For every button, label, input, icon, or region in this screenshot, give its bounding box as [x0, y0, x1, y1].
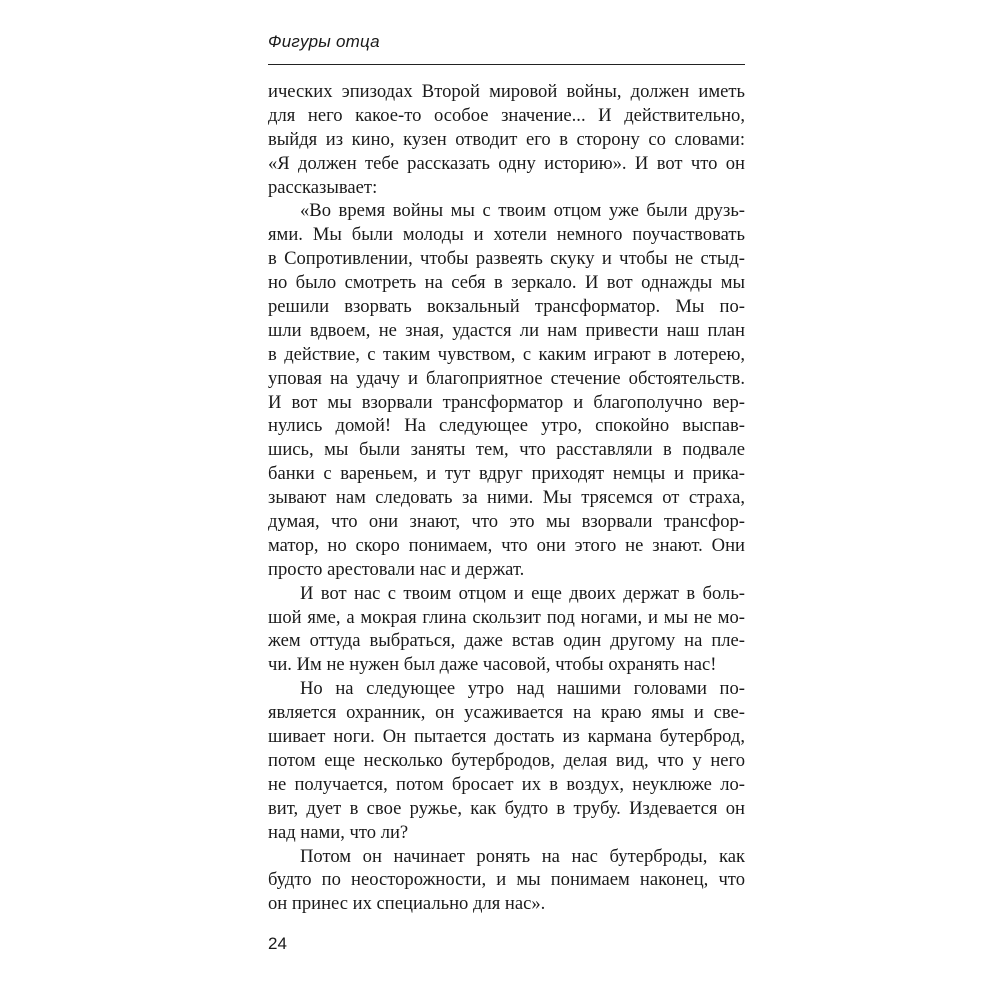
text-line: «Я должен тебе рассказать одну историю». И вот что он: [268, 152, 745, 174]
text-line: но было смотреть на себя в зеркало. И вот однажды мы: [268, 272, 745, 294]
text-line: он принес их специально для нас».: [268, 893, 546, 915]
text-line: матор, но скоро понимаем, что они этого не знают. Они: [268, 534, 745, 556]
text-line: для него какое-то особое значение... И действительно,: [268, 104, 745, 126]
body-text: [268, 80, 745, 916]
text-line: в действие, с таким чувством, с каким играют в лотерею,: [268, 343, 745, 365]
text-line: думая, что они знают, что это мы взорвали трансфор-: [268, 511, 745, 533]
text-line: просто арестовали нас и держат.: [268, 558, 525, 580]
page-number: 24: [268, 934, 287, 953]
text-line: уповая на удачу и благоприятное стечение обстоятельств.: [268, 367, 745, 389]
running-head-title: Фигуры отца: [268, 32, 380, 51]
text-line: потом еще несколько бутербродов, делая вид, что у него: [268, 749, 745, 771]
text-line: будто по неосторожности, и мы понимаем наконец, что: [268, 869, 745, 891]
text-line: ических эпизодах Второй мировой войны, должен иметь: [268, 81, 745, 102]
text-line: шивает ноги. Он пытается достать из кармана бутерброд,: [268, 726, 745, 748]
text-line: в Сопротивлении, чтобы развеять скуку и чтобы не стыд-: [268, 248, 745, 270]
text-line: «Во время войны мы с твоим отцом уже были друзь-: [300, 200, 745, 222]
text-line: шли вдвоем, не зная, удастся ли нам привести наш план: [268, 319, 745, 341]
text-line: выйдя из кино, кузен отводит его в сторону со словами:: [268, 128, 745, 150]
text-line: Но на следующее утро над нашими головами по-: [300, 678, 745, 700]
text-line: над нами, что ли?: [268, 821, 409, 843]
text-line: вит, дует в свое ружье, как будто в трубу. Издевается он: [268, 797, 745, 819]
text-line: зывают нам следовать за ними. Мы трясемся от страха,: [268, 487, 745, 509]
text-line: нулись домой! На следующее утро, спокойно выспав-: [268, 415, 745, 437]
text-line: Потом он начинает ронять на нас бутерброды, как: [300, 845, 745, 867]
text-line: решили взорвать вокзальный трансформатор. Мы по-: [268, 296, 745, 318]
text-line: банки с вареньем, и тут вдруг приходят немцы и прика-: [268, 463, 745, 485]
text-line: жем оттуда выбраться, даже встав один другому на пле-: [268, 630, 745, 652]
text-line: И вот нас с твоим отцом и еще двоих держат в боль-: [300, 582, 745, 604]
text-line: не получается, потом бросает их в воздух, неуклюже ло-: [268, 773, 745, 795]
text-line: шой яме, а мокрая глина скользит под ногами, и мы не мо-: [268, 606, 745, 628]
text-line: является охранник, он усаживается на краю ямы и све-: [268, 702, 745, 724]
text-line: И вот мы взорвали трансформатор и благополучно вер-: [268, 391, 745, 413]
text-line: шись, мы были заняты тем, что расставляли в подвале: [268, 439, 745, 461]
text-line: чи. Им не нужен был даже часовой, чтобы охранять нас!: [268, 654, 717, 676]
text-line: рассказывает:: [268, 176, 378, 198]
text-line: ями. Мы были молоды и хотели немного поучаствовать: [268, 224, 745, 246]
header-rule: [268, 64, 745, 65]
